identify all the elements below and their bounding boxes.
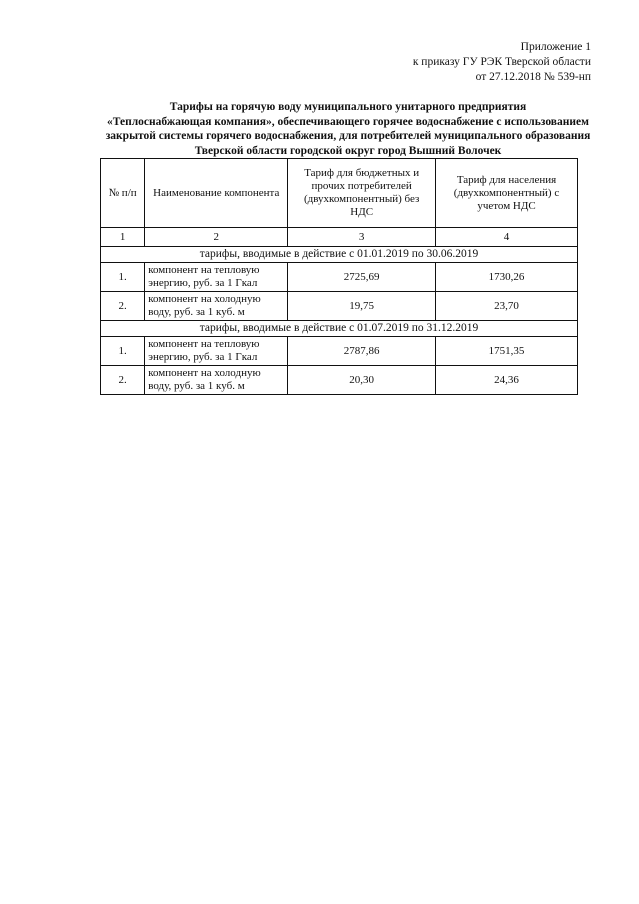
document-title xyxy=(92,100,604,158)
population-tariff-value: 24,36 xyxy=(436,366,578,395)
component-name: компонент на тепловую энергию, руб. за 1 Гкал xyxy=(145,263,288,292)
component-name: компонент на холодную воду, руб. за 1 куб. м xyxy=(145,366,288,395)
population-tariff-value: 1730,26 xyxy=(436,263,578,292)
header-budget-tariff: Тариф для бюджетных и прочих потребителей (двухкомпонентный) без НДС xyxy=(288,159,436,228)
header-component-name: Наименование компонента xyxy=(145,159,288,228)
table-row xyxy=(101,366,578,395)
budget-tariff-value: 20,30 xyxy=(288,366,436,395)
table-row xyxy=(101,263,578,292)
population-tariff-value: 1751,35 xyxy=(436,337,578,366)
row-number: 1. xyxy=(101,337,145,366)
appendix-line-3: от 27.12.2018 № 539-нп xyxy=(475,71,591,83)
column-number-row xyxy=(101,228,578,247)
table-row xyxy=(101,292,578,321)
title-line-4: Тверской области городской округ город Вышний Волочек xyxy=(194,144,502,157)
appendix-reference xyxy=(413,40,591,85)
header-number: № п/п xyxy=(101,159,145,228)
table-row xyxy=(101,337,578,366)
period-label: тарифы, вводимые в действие с 01.01.2019 по 30.06.2019 xyxy=(101,247,578,263)
column-number: 4 xyxy=(436,228,578,247)
tariff-table xyxy=(100,158,578,395)
period-row xyxy=(101,247,578,263)
column-number: 2 xyxy=(145,228,288,247)
population-tariff-value: 23,70 xyxy=(436,292,578,321)
title-line-3: закрытой системы горячего водоснабжения, для потребителей муниципального образования xyxy=(105,130,591,142)
table-header-row xyxy=(101,159,578,228)
row-number: 1. xyxy=(101,263,145,292)
title-line-2: «Теплоснабжающая компания», обеспечивающего горячее водоснабжение с использованием xyxy=(107,115,589,128)
column-number: 1 xyxy=(101,228,145,247)
budget-tariff-value: 19,75 xyxy=(288,292,436,321)
budget-tariff-value: 2787,86 xyxy=(288,337,436,366)
column-number: 3 xyxy=(288,228,436,247)
appendix-line-2: к приказу ГУ РЭК Тверской области xyxy=(412,56,591,68)
header-population-tariff: Тариф для населения (двухкомпонентный) с учетом НДС xyxy=(436,159,578,228)
row-number: 2. xyxy=(101,292,145,321)
period-row xyxy=(101,321,578,337)
row-number: 2. xyxy=(101,366,145,395)
title-line-1: Тарифы на горячую воду муниципального унитарного предприятия xyxy=(169,101,527,113)
component-name: компонент на тепловую энергию, руб. за 1 Гкал xyxy=(145,337,288,366)
period-label: тарифы, вводимые в действие с 01.07.2019 по 31.12.2019 xyxy=(101,321,578,337)
budget-tariff-value: 2725,69 xyxy=(288,263,436,292)
component-name: компонент на холодную воду, руб. за 1 куб. м xyxy=(145,292,288,321)
appendix-line-1: Приложение 1 xyxy=(520,41,591,53)
